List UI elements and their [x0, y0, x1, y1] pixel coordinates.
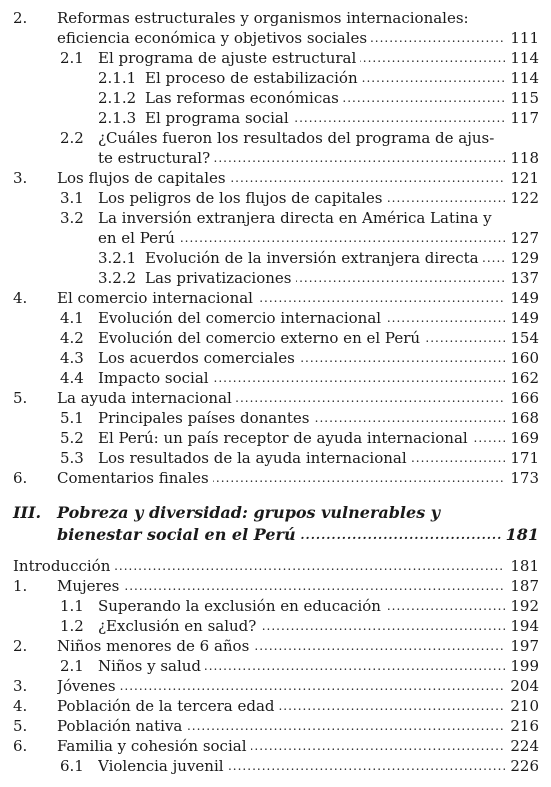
toc-number: 4.: [13, 289, 28, 307]
toc-page: 114: [507, 48, 539, 68]
toc-title: Superando la exclusión en educación: [98, 596, 385, 616]
toc-title: Familia y cohesión social: [57, 736, 251, 756]
toc-title: La ayuda internacional: [57, 388, 236, 408]
toc-page: 173: [507, 468, 539, 488]
toc-entry: [0, 736, 545, 756]
toc-page: 171: [507, 448, 539, 468]
toc-title: Evolución del comercio externo en el Perú: [98, 328, 424, 348]
toc-entry: [0, 68, 545, 88]
toc-title: Los peligros de los flujos de capitales: [98, 188, 387, 208]
toc-page: 197: [507, 636, 539, 656]
toc-page: 187: [507, 576, 539, 596]
toc-title: ¿Exclusión en salud?: [98, 616, 260, 636]
toc-number: 5.3: [60, 449, 84, 467]
toc-page: 210: [507, 696, 539, 716]
toc-entry: [0, 408, 545, 428]
toc-number: 4.4: [60, 369, 84, 387]
toc-entry: [0, 128, 545, 148]
toc-number: 5.: [13, 389, 28, 407]
toc-title: Impacto social: [98, 368, 213, 388]
toc-title: Niños y salud: [98, 656, 205, 676]
toc-number: 4.3: [60, 349, 84, 367]
toc-number: 1.1: [60, 597, 84, 615]
toc-number: 2.: [13, 9, 28, 27]
toc-number: 5.1: [60, 409, 84, 427]
toc-entry: [0, 308, 545, 328]
toc-page: 137: [507, 268, 539, 288]
toc-number: 5.: [13, 717, 28, 735]
toc-page: 154: [507, 328, 539, 348]
toc-entry: [0, 388, 545, 408]
toc-number: 6.: [13, 737, 28, 755]
toc-number: 1.: [13, 577, 28, 595]
toc-entry: [0, 576, 545, 596]
toc-entry: [0, 248, 545, 268]
toc-entry: [0, 108, 545, 128]
toc-number: 3.2.1: [98, 249, 137, 267]
toc-entry: [0, 88, 545, 108]
toc-entry: [0, 756, 545, 776]
toc-title: Las privatizaciones: [145, 268, 296, 288]
toc-entry: [0, 228, 545, 248]
toc-title: Población de la tercera edad: [57, 696, 279, 716]
toc-entry: [0, 448, 545, 468]
part-title-line2: bienestar social en el Perú: [57, 524, 300, 546]
toc-page: 115: [507, 88, 539, 108]
toc-page: 181: [507, 556, 539, 576]
toc-page: 166: [507, 388, 539, 408]
part-title-line1: Pobreza y diversidad: grupos vulnerables y: [57, 503, 441, 522]
toc-title: El comercio internacional: [57, 288, 257, 308]
toc-number: 3.2: [60, 209, 84, 227]
toc-entry: [0, 716, 545, 736]
toc-number: 3.: [13, 169, 28, 187]
toc-number: 3.1: [60, 189, 84, 207]
toc-page: 149: [507, 308, 539, 328]
toc-entry: [0, 368, 545, 388]
toc-title: El proceso de estabilización: [145, 68, 362, 88]
toc-number: 2.1: [60, 657, 84, 675]
toc-title: Comentarios finales: [57, 468, 213, 488]
toc-entry: [0, 616, 545, 636]
toc-entry: [0, 656, 545, 676]
toc-page: 160: [507, 348, 539, 368]
toc-number: 6.: [13, 469, 28, 487]
toc-title: Evolución del comercio internacional: [98, 308, 385, 328]
toc-title: Jóvenes: [57, 676, 120, 696]
toc-page: 129: [507, 248, 539, 268]
part-heading-line2: [0, 524, 545, 546]
toc-page: 111: [507, 28, 539, 48]
toc-number: 2.: [13, 637, 28, 655]
toc-number: 4.: [13, 697, 28, 715]
toc-title: Reformas estructurales y organismos internacionales:: [57, 9, 469, 27]
toc-leader: [57, 676, 505, 696]
toc-entry: [0, 48, 545, 68]
toc-page: 194: [507, 616, 539, 636]
toc-page: 162: [507, 368, 539, 388]
toc-title: Violencia juvenil: [98, 756, 228, 776]
toc-title: Los flujos de capitales: [57, 168, 230, 188]
toc-entry: [0, 556, 545, 576]
toc-page: 114: [507, 68, 539, 88]
toc-entry: [0, 188, 545, 208]
toc-page: 192: [507, 596, 539, 616]
toc-title: Niños menores de 6 años: [57, 636, 253, 656]
toc-title-continued: te estructural?: [98, 148, 214, 168]
toc-page: 121: [507, 168, 539, 188]
toc-title: El programa social: [145, 108, 293, 128]
toc-page: 216: [507, 716, 539, 736]
toc-title: La inversión extranjera directa en América Latina y: [98, 209, 492, 227]
part-number: III.: [13, 503, 42, 522]
toc-entry: [0, 208, 545, 228]
toc-page: 117: [507, 108, 539, 128]
toc-entry: [0, 328, 545, 348]
toc-entry: [0, 428, 545, 448]
toc-title-continued: eficiencia económica y objetivos sociales: [57, 28, 371, 48]
toc-entry: [0, 636, 545, 656]
toc-title: El Perú: un país receptor de ayuda internacional: [98, 428, 472, 448]
toc-entry: [0, 696, 545, 716]
toc-number: 2.1.3: [98, 109, 137, 127]
toc-entry: [0, 596, 545, 616]
toc-page: 204: [507, 676, 539, 696]
toc-page: 122: [507, 188, 539, 208]
toc-title: Los resultados de la ayuda internacional: [98, 448, 411, 468]
toc-number: 6.1: [60, 757, 84, 775]
toc-number: 2.1: [60, 49, 84, 67]
toc-entry: [0, 168, 545, 188]
toc-page: 169: [507, 428, 539, 448]
toc-entry: [0, 468, 545, 488]
toc-title: Población nativa: [57, 716, 186, 736]
toc-number: 3.: [13, 677, 28, 695]
toc-number: 3.2.2: [98, 269, 137, 287]
toc-number: 2.1.1: [98, 69, 137, 87]
toc-entry: [0, 148, 545, 168]
toc-title: Introducción: [13, 556, 114, 576]
toc-title: Los acuerdos comerciales: [98, 348, 299, 368]
toc-page: 226: [507, 756, 539, 776]
toc-entry: [0, 268, 545, 288]
toc-page: 149: [507, 288, 539, 308]
toc-page: 118: [507, 148, 539, 168]
part-heading-line1: [0, 502, 545, 524]
toc-page: 127: [507, 228, 539, 248]
toc-entry: [0, 348, 545, 368]
toc-title: Las reformas económicas: [145, 88, 343, 108]
toc-number: 1.2: [60, 617, 84, 635]
toc-title: Principales países donantes: [98, 408, 314, 428]
toc-leader: [57, 576, 505, 596]
toc-page: 168: [507, 408, 539, 428]
toc-number: 5.2: [60, 429, 84, 447]
toc-title: Evolución de la inversión extranjera directa: [145, 248, 483, 268]
toc-title: Mujeres: [57, 576, 123, 596]
toc-title-continued: en el Perú: [98, 228, 179, 248]
toc-title: ¿Cuáles fueron los resultados del programa de ajus-: [98, 129, 495, 147]
part-page: 181: [503, 524, 539, 546]
toc-number: 4.1: [60, 309, 84, 327]
toc-number: 2.1.2: [98, 89, 137, 107]
toc-title: El programa de ajuste estructural: [98, 48, 360, 68]
toc-page: 224: [507, 736, 539, 756]
toc-entry: [0, 28, 545, 48]
toc-number: 4.2: [60, 329, 84, 347]
toc-number: 2.2: [60, 129, 84, 147]
toc-entry: [0, 676, 545, 696]
toc-page: 199: [507, 656, 539, 676]
toc-entry: [0, 8, 545, 28]
toc-entry: [0, 288, 545, 308]
